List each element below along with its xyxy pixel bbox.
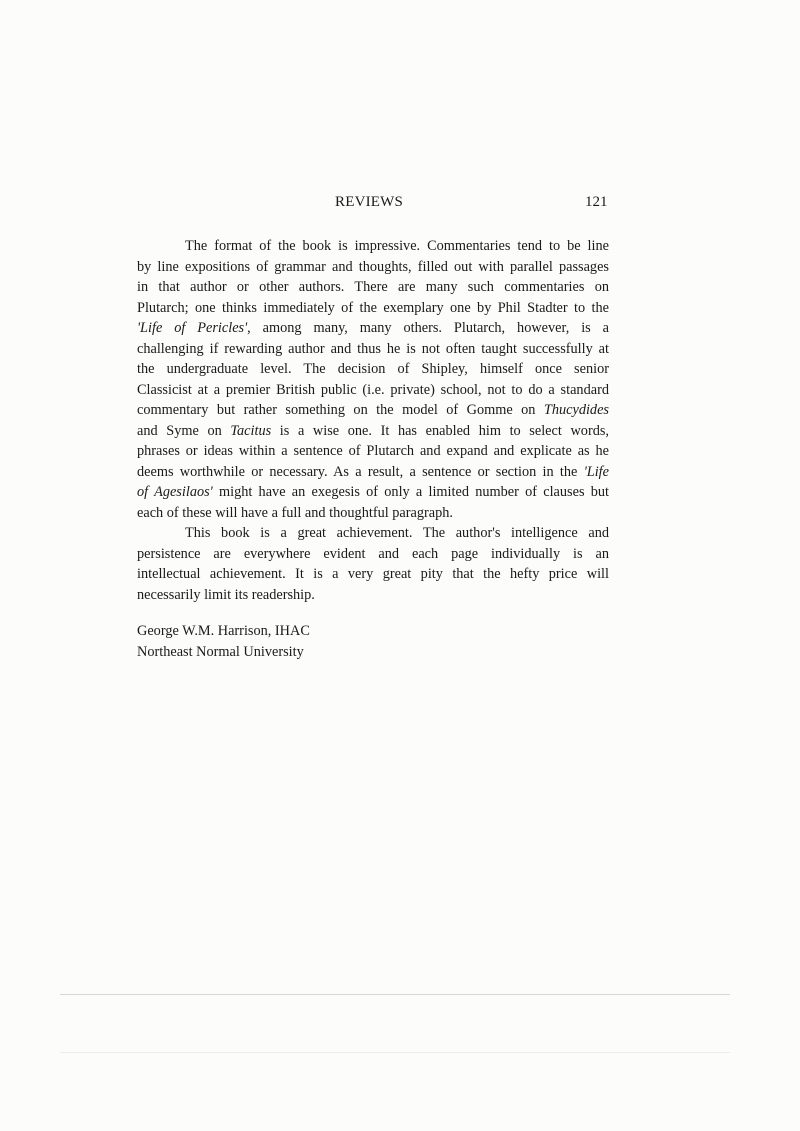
text-line: This book is a great achievement. The author's intelligence and <box>185 525 609 541</box>
text-line: phrases or ideas within a sentence of Plutarch and expand and explicate as he <box>137 443 609 459</box>
reviewer-signature <box>137 621 310 662</box>
scan-edge-line <box>60 1052 730 1053</box>
text-line <box>137 318 609 339</box>
text-segment: commentary but rather something on the model of Gomme on <box>137 402 544 418</box>
text-line: Classicist at a premier British public (i.e. private) school, not to do a standard <box>137 381 609 398</box>
text-line: each of these will have a full and thoughtful paragraph. <box>137 504 454 521</box>
text-line <box>137 462 609 483</box>
review-body <box>137 236 609 605</box>
work-title: Tacitus <box>230 422 272 439</box>
text-segment: , among many, many others. Plutarch, however, is a <box>247 320 609 336</box>
work-title: 'Life of Pericles' <box>137 320 248 336</box>
work-title: of Agesilaos' <box>137 484 213 500</box>
text-segment: is a wise one. It has enabled him to select words, <box>271 422 609 439</box>
text-line: challenging if rewarding author and thus he is not often taught successfully at <box>137 340 609 357</box>
text-segment: deems worthwhile or necessary. As a result, a sentence or section in the <box>137 463 584 480</box>
paragraph-2 <box>137 523 609 605</box>
text-line: in that author or other authors. There are many such commentaries on <box>137 279 609 295</box>
reviewer-affiliation: Northeast Normal University <box>137 643 304 660</box>
text-line: the undergraduate level. The decision of Shipley, himself once senior <box>137 361 609 377</box>
reviewer-name: George W.M. Harrison, IHAC <box>137 623 310 639</box>
paragraph-1 <box>137 236 609 523</box>
text-line: Plutarch; one thinks immediately of the exemplary one by Phil Stadter to the <box>137 299 609 316</box>
text-line: The format of the book is impressive. Commentaries tend to be line <box>185 238 609 254</box>
text-line: necessarily limit its readership. <box>137 586 315 603</box>
scan-edge-line <box>60 994 730 995</box>
page-number: 121 <box>585 194 608 210</box>
text-line: persistence are everywhere evident and each page individually is an <box>137 545 609 562</box>
text-line: by line expositions of grammar and thoughts, filled out with parallel passages <box>137 258 609 275</box>
work-title: 'Life <box>583 463 609 480</box>
text-line <box>137 482 609 503</box>
text-segment: might have an exegesis of only a limited number of clauses but <box>212 484 610 500</box>
text-line <box>137 400 609 421</box>
running-head: REVIEWS <box>335 194 404 210</box>
work-title: Thucydides <box>543 402 609 418</box>
text-line: intellectual achievement. It is a very great pity that the hefty price will <box>137 566 609 582</box>
text-segment: and Syme on <box>137 422 231 439</box>
text-line <box>137 421 609 442</box>
